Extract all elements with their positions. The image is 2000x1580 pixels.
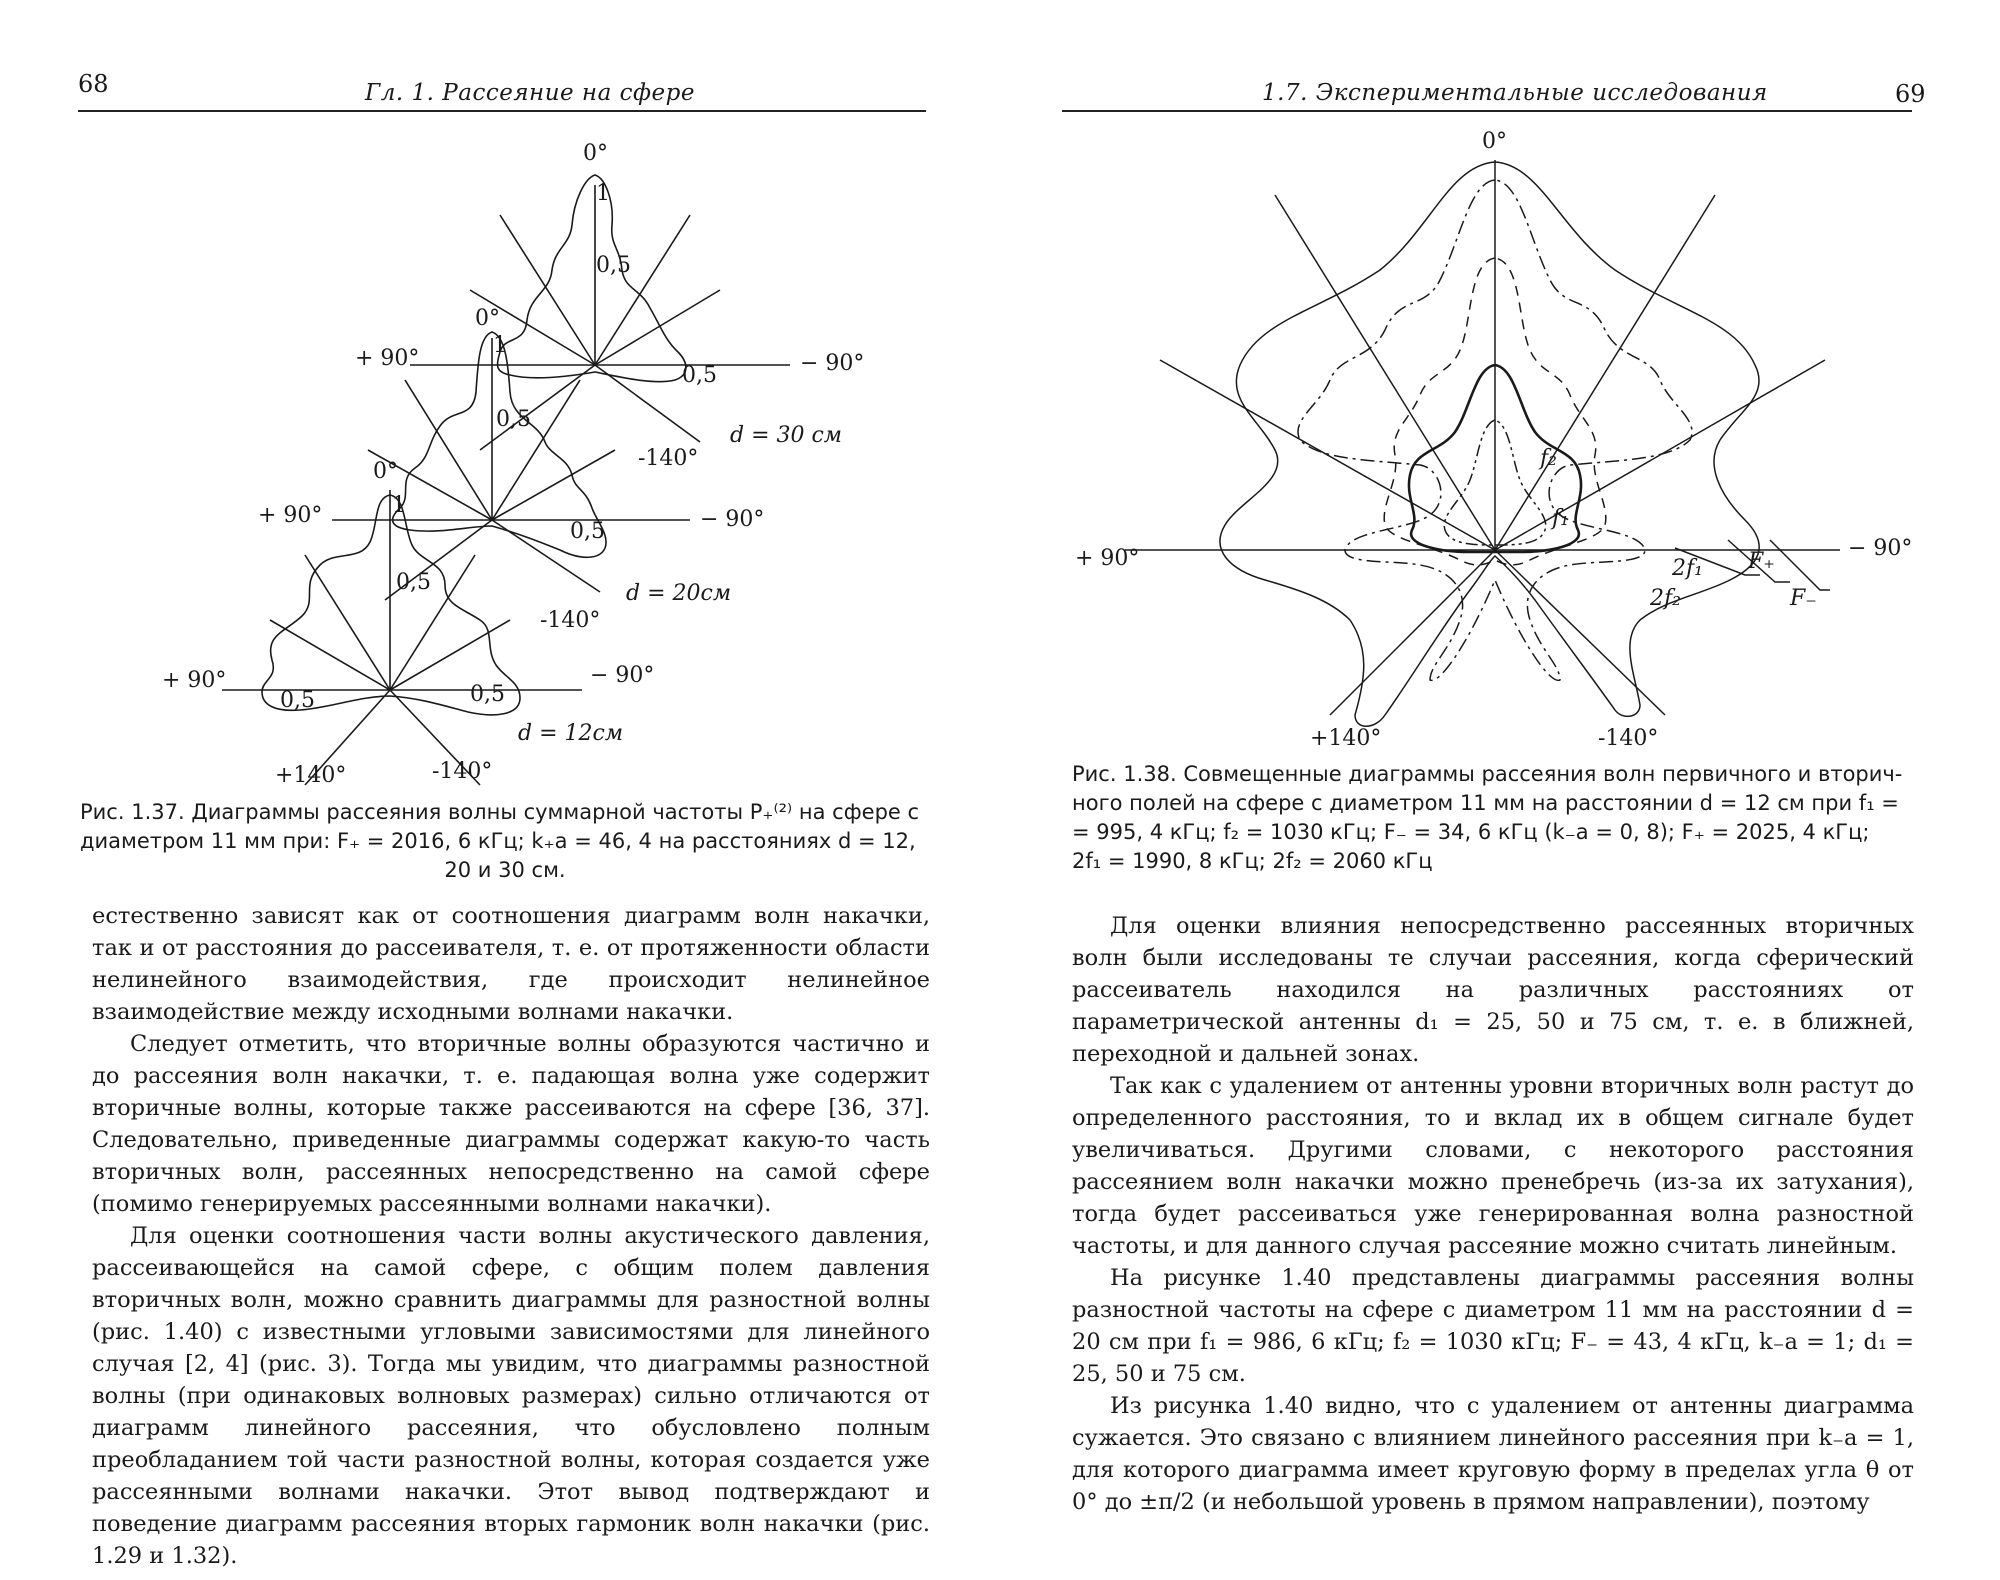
paragraph: Так как с удалением от антенны уровни вторичных волн растут до определенного расстояния, то и вклад их в общем сигнале будет увеличиваться. Другими словами, с некоторого расстояния рассеянием волн накачки можно пренебречь (из-за их затухания), тогда будет рассеиваться уже генерированная волна разностной частоты, и для данного случая рассеяние можно считать линейным. [1072,1073,1914,1259]
paragraph: На рисунке 1.40 представлены диаграммы рассеяния волны разностной частоты на сфере с диаметром 11 мм на расстоянии d = 20 см при f₁ = 986, 6 кГц; f₂ = 1030 кГц; F₋ = 43, 4 кГц, k₋a = 1; d₁ = 25, 50 и 75 см. [1072,1265,1914,1387]
paragraph: Из рисунка 1.40 видно, что с удалением от антенны диаграмма сужается. Это связано с влиянием линейного рассеяния при k₋a = 1, для которого диаграмма имеет круговую форму в пределах угла θ от 0° до ±π/2 (и небольшой уровень в прямом направлении), поэтому [1072,1393,1914,1515]
angle-minus90-label-b: − 90° [700,507,765,532]
caption-line: Рис. 1.38. Совмещенные диаграммы рассеяния волн первичного и вторич- [1072,762,1903,786]
right-body-text [1072,910,1914,1518]
radius-1-label-a: 1 [596,181,610,206]
angle-plus140-label: +140° [1310,726,1382,751]
figure-1-37-labels [162,141,864,788]
running-head: 1.7. Экспериментальные исследования [1262,80,1768,106]
figure-1-37-caption [80,798,930,885]
distance-d20-label: d = 20см [626,581,732,606]
curve-label-f1: f₁ [1552,506,1569,531]
caption-line: 20 и 30 см. [444,858,566,882]
figure-1-37 [0,130,1000,800]
angle-minus90-label-c: − 90° [590,663,655,688]
page-number: 69 [1895,80,1926,108]
header-rule [78,110,926,112]
angle-plus140-label-c: +140° [275,763,347,788]
figure-1-38-labels [1075,129,1912,751]
angle-0-label: 0° [1482,129,1507,154]
radius-half-label-c: 0,5 [396,570,431,595]
caption-line: = 995, 4 кГц; f₂ = 1030 кГц; F₋ = 34, 6 кГц (k₋a = 0, 8); F₊ = 2025, 4 кГц; [1072,820,1870,844]
angle-minus140-label-a: -140° [638,446,699,471]
paragraph: Для оценки соотношения части волны акустического давления, рассеивающейся на самой сфере, с общим полем давления вторичных волн, можно сравнить диаграммы для разностной волны (рис. 1.40) с известными угловыми зависимостями для линейного случая [2, 4] (рис. 3). Тогда мы увидим, что диаграммы разностной волны (при одинаковых волновых размерах) сильно отличаются от диаграмм линейного рассеяния, что обусловлено полным преобладанием той части разностной волны, которая создается уже рассеянными волнами накачки. Этот вывод подтверждают и поведение диаграмм рассеяния вторых гармоник волн накачки (рис. 1.29 и 1.32). [92,1223,930,1569]
curve-label-F-minus: F₋ [1790,586,1817,611]
angle-minus140-label-c: -140° [432,759,493,784]
angle-0-label-a: 0° [583,141,608,166]
angle-0-label-b: 0° [475,306,500,331]
angle-plus90-label: + 90° [1075,546,1140,571]
curve-label-f2: f₂ [1540,446,1557,471]
angle-0-label-c: 0° [373,459,398,484]
distance-d30-label: d = 30 см [730,423,843,448]
angle-plus90-label-b: + 90° [258,503,323,528]
angle-minus90-label: − 90° [1848,536,1913,561]
header-rule [1062,110,1912,112]
right-page [1000,0,2000,1580]
angle-minus90-label-a: − 90° [800,351,865,376]
running-head: Гл. 1. Рассеяние на сфере [365,80,695,106]
caption-line: Рис. 1.37. Диаграммы рассеяния волны суммарной частоты P₊⁽²⁾ на сфере с [80,800,920,824]
angle-minus140-label: -140° [1598,726,1659,751]
angle-plus90-label-c: + 90° [162,668,227,693]
paragraph: естественно зависят как от соотношения диаграмм волн накачки, так и от расстояния до рассеивателя, т. е. от протяженности области нелинейного взаимодействия, где происходит нелинейное взаимодействие между исходными волнами накачки. [92,903,930,1025]
radius-1-label-c: 1 [392,493,406,518]
caption-line: ного полей на сфере с диаметром 11 мм на расстоянии d = 12 см при f₁ = [1072,791,1899,815]
caption-line: диаметром 11 мм при: F₊ = 2016, 6 кГц; k₊a = 46, 4 на расстояниях d = 12, [80,829,916,853]
paragraph: Для оценки влияния непосредственно рассеянных вторичных волн были исследованы те случаи рассеяния, когда сферический рассеиватель находился на различных расстояниях от параметрической антенны d₁ = 25, 50 и 75 см, т. е. в ближней, переходной и дальней зонах. [1072,913,1914,1067]
radius-half-left-label-c: 0,5 [280,688,315,713]
radius-half-label-b: 0,5 [496,407,531,432]
radius-1-label-b: 1 [493,333,507,358]
angle-plus90-label-a: + 90° [355,346,420,371]
distance-d12-label: d = 12см [518,721,624,746]
angle-minus140-label-b: -140° [540,608,601,633]
radius-half-right-label-c: 0,5 [470,682,505,707]
curve-label-2f1: 2f₁ [1672,556,1703,581]
figure-1-38-lines [1125,160,1840,726]
figure-1-38-caption [1072,760,1922,876]
curve-label-2f2: 2f₂ [1650,586,1681,611]
radius-half-right-label-a: 0,5 [682,363,717,388]
paragraph: Следует отметить, что вторичные волны образуются частично и до рассеяния волн накачки, т. е. падающая волна уже содержит вторичные волны, которые также рассеиваются на сфере [36, 37]. Следовательно, приведенные диаграммы содержат какую-то часть вторичных волн, рассеянных непосредственно на самой сфере (помимо генерируемых рассеянными волнами накачки). [92,1031,930,1217]
figure-1-38 [1000,120,2000,760]
left-body-text [92,900,930,1572]
caption-line: 2f₁ = 1990, 8 кГц; 2f₂ = 2060 кГц [1072,849,1433,873]
radius-half-right-label-b: 0,5 [570,519,605,544]
radius-half-label-a: 0,5 [596,253,631,278]
curve-label-F-plus: F₊ [1748,549,1775,574]
page-number: 68 [78,70,109,98]
